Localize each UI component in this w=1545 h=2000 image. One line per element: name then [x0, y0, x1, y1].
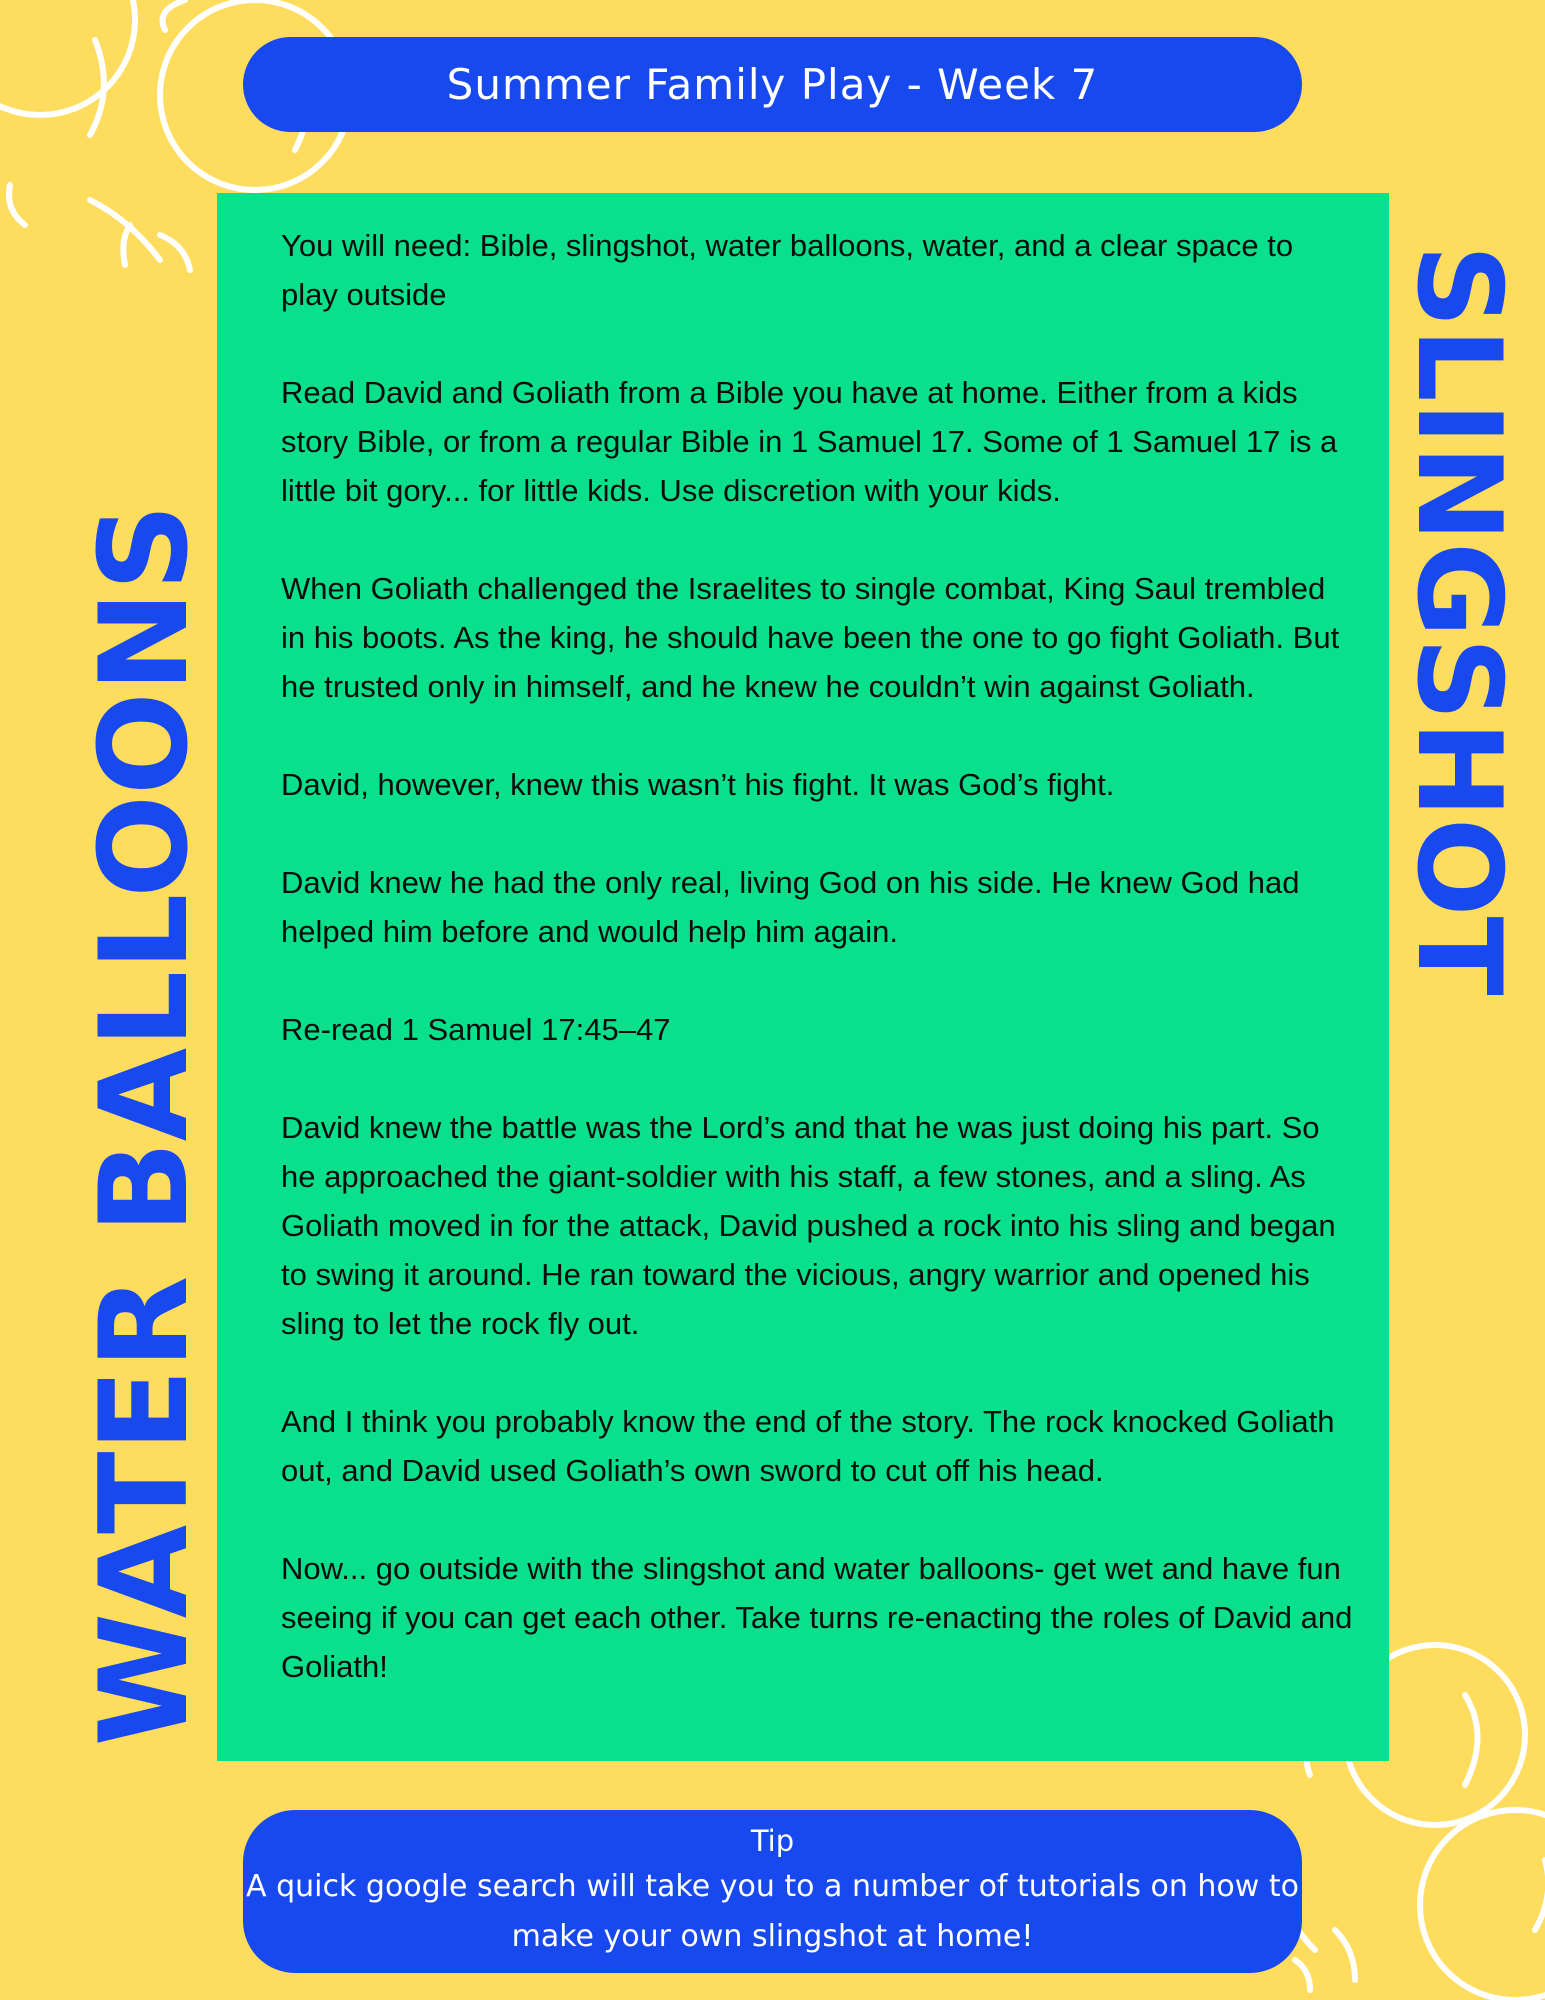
- page-title: Summer Family Play - Week 7: [446, 60, 1099, 109]
- tip-box: [243, 1810, 1302, 1973]
- paragraph-living-god: David knew he had the only real, living God on his side. He knew God had helped him before and would help him again.: [281, 865, 1300, 949]
- paragraph-reading: Read David and Goliath from a Bible you have at home. Either from a kids story Bible, or from a regular Bible in 1 Samuel 17. Some of 1 Samuel 17 is a little bit gory... for little kids. Use discretion with your kids.: [281, 375, 1338, 508]
- paragraph-story-end: And I think you probably know the end of the story. The rock knocked Goliath out, and David used Goliath’s own sword to cut off his head.: [281, 1404, 1335, 1488]
- paragraph-king-saul: When Goliath challenged the Israelites to single combat, King Saul trembled in his boots. As the king, he should have been the one to go fight Goliath. But he trusted only in himself, and he knew he couldn’t win against Goliath.: [281, 571, 1340, 704]
- side-title-water-balloons: WATER BALLOONS: [74, 503, 215, 1747]
- paragraph-reread: Re-read 1 Samuel 17:45–47: [281, 1012, 671, 1047]
- paragraph-battle: David knew the battle was the Lord’s and that he was just doing his part. So he approached the giant-soldier with his staff, a few stones, and a sling. As Goliath moved in for the attack, David pushed a rock into his sling and began to swing it around. He ran toward the vicious, angry warrior and opened his sling to let the rock fly out.: [281, 1110, 1336, 1341]
- paragraph-supplies: You will need: Bible, slingshot, water balloons, water, and a clear space to play outside: [281, 228, 1294, 312]
- paragraph-gods-fight: David, however, knew this wasn’t his fight. It was God’s fight.: [281, 767, 1115, 802]
- tip-text: A quick google search will take you to a number of tutorials on how to make your own slingshot at home!: [246, 1869, 1299, 1954]
- tip-title: Tip: [750, 1824, 795, 1858]
- instructions-panel: [217, 193, 1389, 1761]
- paragraph-activity: Now... go outside with the slingshot and water balloons- get wet and have fun seeing if you can get each other. Take turns re-enacting the roles of David and Goliath!: [281, 1551, 1353, 1684]
- side-title-slingshot: SLINGSHOT: [1391, 244, 1526, 996]
- page-title-banner: [243, 37, 1302, 132]
